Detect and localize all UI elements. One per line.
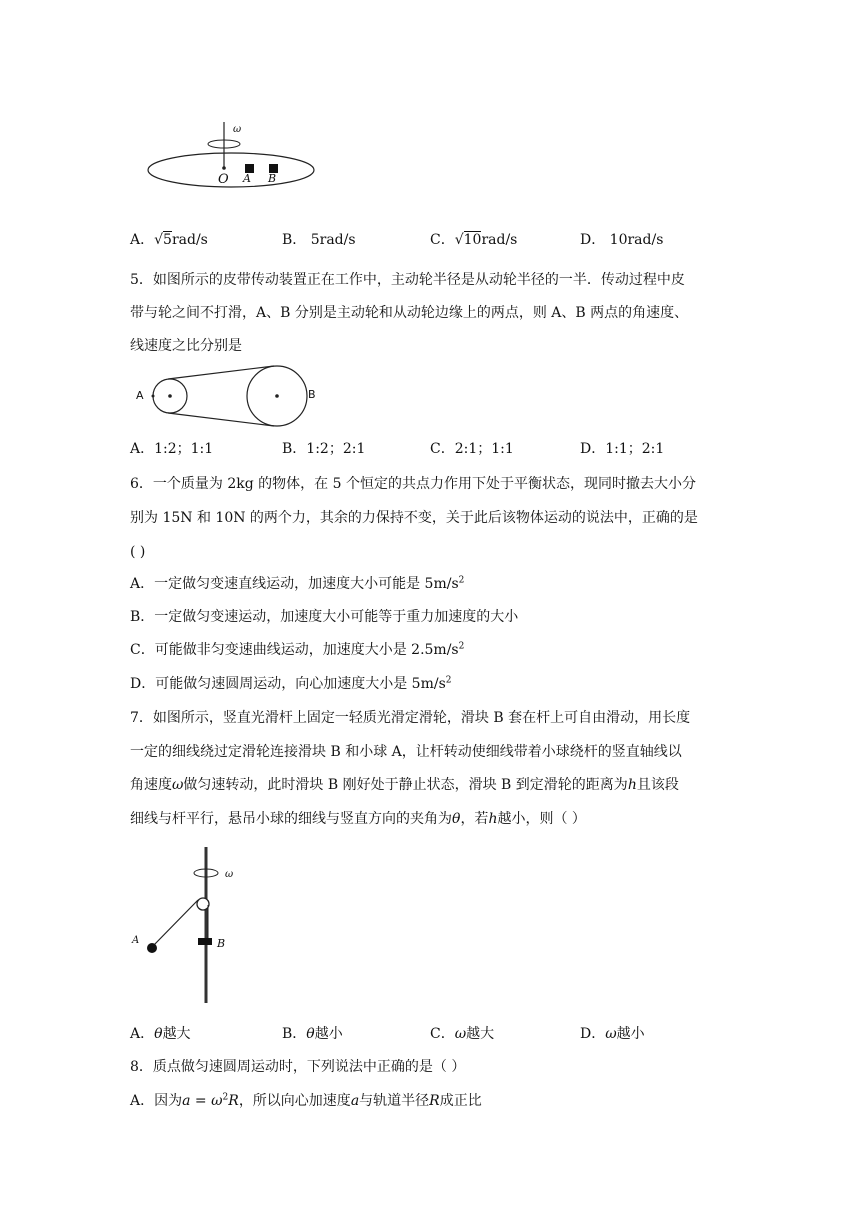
driven-wheel-center: [275, 394, 279, 398]
belt-drive-figure: [135, 364, 325, 430]
ball-a-label: A: [132, 935, 140, 946]
q7-option-b: B．θ越小: [282, 1026, 343, 1042]
center-dot: [222, 166, 226, 170]
string-to-ball: [152, 900, 198, 947]
q6-option-c: C．可能做非匀变速曲线运动，加速度大小是 $2.5m/s^2$: [130, 641, 465, 658]
q5-line-1: 5．如图所示的皮带传动装置正在工作中，主动轮半径是从动轮半径的一半．传动过程中皮: [130, 272, 685, 288]
q7-line-3: 角速度ω做匀速转动，此时滑块 B 刚好处于静止状态，滑块 B 到定滑轮的距离为h且该段: [130, 777, 679, 793]
block-b-label: B: [268, 172, 277, 185]
point-a-label: A: [136, 389, 144, 402]
q6-line-3: ( ): [130, 544, 146, 560]
omega-label: ω: [233, 124, 242, 135]
q5-line-2: 带与轮之间不打滑，A、B 分别是主动轮和从动轮边缘上的两点，则 A、B 两点的角速度、: [130, 305, 689, 321]
sqrt-symbol: √: [454, 232, 464, 248]
q4-option-c: C．√10rad/s: [430, 232, 518, 248]
q5-option-b: B．1:2；2:1: [282, 441, 366, 457]
ball-a: [147, 943, 157, 953]
q7-line-2: 一定的细线绕过定滑轮连接滑块 B 和小球 A，让杆转动使细线带着小球绕杆的竖直轴线以: [130, 744, 682, 760]
point-b-label: B: [308, 388, 316, 401]
q5-line-3: 线速度之比分别是: [130, 338, 242, 354]
q7-line-4: 细线与杆平行，悬吊小球的细线与竖直方向的夹角为θ，若h越小，则（ ）: [130, 811, 586, 827]
q4-option-b: B． 5rad/s: [282, 232, 356, 248]
q5-option-d: D．1:1；2:1: [580, 441, 665, 457]
q6-line-2: 别为 15N 和 10N 的两个力，其余的力保持不变，关于此后该物体运动的说法中，正确的是: [130, 510, 698, 526]
pulley: [197, 898, 209, 910]
q7-option-c: C．ω越大: [430, 1026, 495, 1042]
rod-pulley-figure: [140, 845, 250, 1007]
q7-option-d: D．ω越小: [580, 1026, 645, 1042]
q4-option-a: A．√5rad/s: [130, 232, 208, 248]
q8-line-1: 8．质点做匀速圆周运动时，下列说法中正确的是（ ）: [130, 1059, 466, 1075]
center-o-label: O: [218, 172, 229, 187]
q6-option-b: B．一定做匀变速运动，加速度大小可能等于重力加速度的大小: [130, 609, 519, 625]
q7-line-1: 7．如图所示，竖直光滑杆上固定一轻质光滑定滑轮，滑块 B 套在杆上可自由滑动，用长度: [130, 710, 691, 726]
q6-option-a: A．一定做匀变速直线运动，加速度大小可能是 $5m/s^2$: [130, 575, 465, 592]
slider-b: [198, 938, 212, 945]
q5-option-a: A．1:2；1:1: [130, 441, 214, 457]
q5-option-c: C．2:1；1:1: [430, 441, 514, 457]
driving-wheel-center: [168, 394, 172, 398]
sqrt-symbol: √: [154, 232, 164, 248]
block-a-label: A: [243, 172, 251, 185]
omega-label: ω: [225, 869, 234, 880]
disc-ellipse: [148, 153, 314, 187]
slider-b-label: B: [217, 937, 226, 950]
q4-option-d: D． 10rad/s: [580, 232, 664, 248]
q6-option-d: D．可能做匀速圆周运动，向心加速度大小是 $5m/s^2$: [130, 675, 452, 692]
point-a-marker: [152, 395, 155, 398]
q8-option-a: A．因为$a = \omega^2R$，所以向心加速度a与轨道半径R成正比: [130, 1092, 482, 1109]
q6-line-1: 6．一个质量为 2kg 的物体，在 5 个恒定的共点力作用下处于平衡状态，现同时撤去大小分: [130, 476, 696, 492]
q7-option-a: A．θ越大: [130, 1026, 191, 1042]
